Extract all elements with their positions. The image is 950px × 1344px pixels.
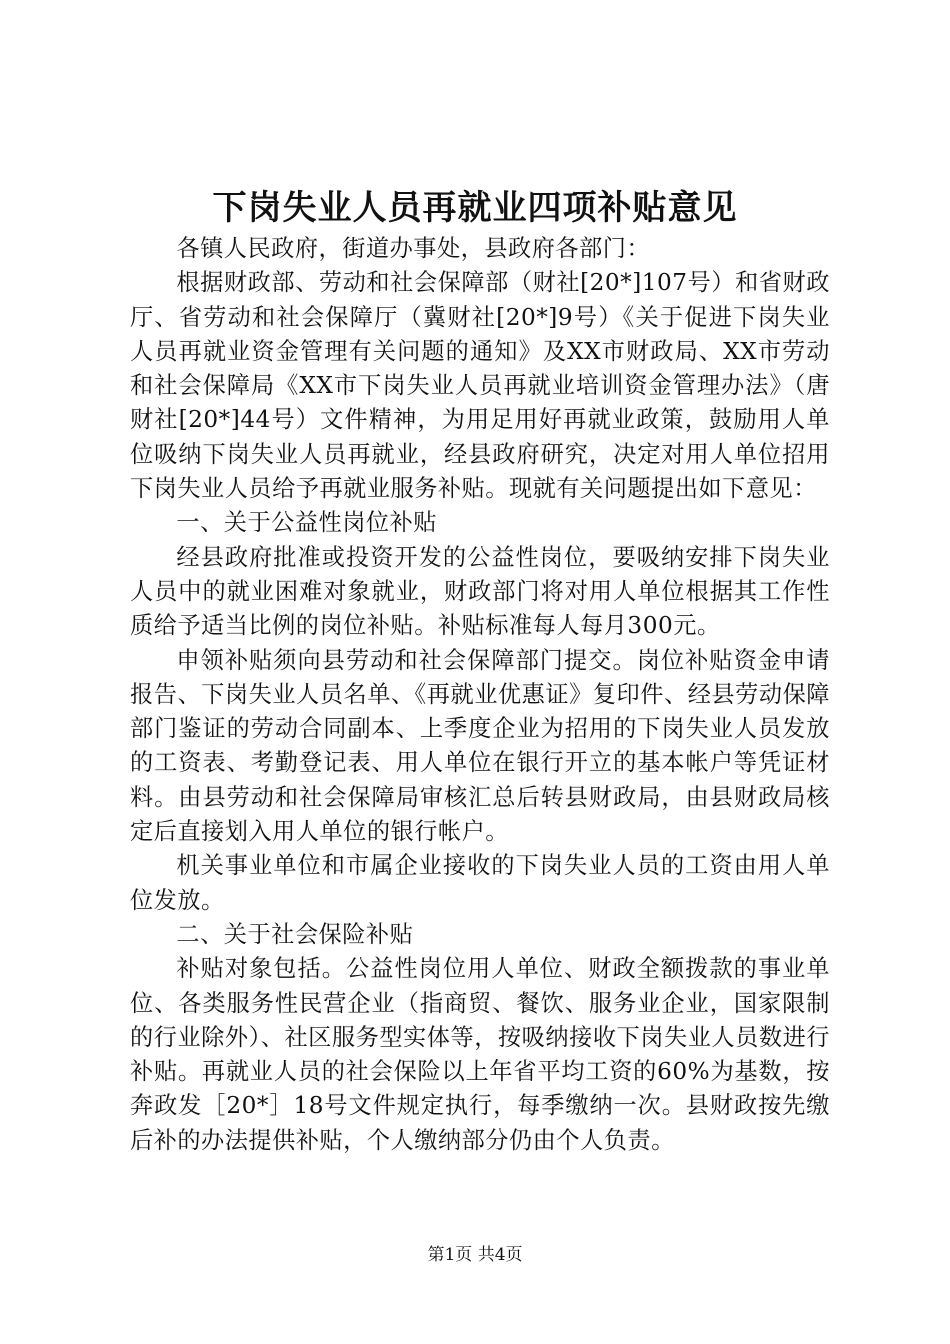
section-1-paragraph-2: 申领补贴须向县劳动和社会保障部门提交。岗位补贴资金申请报告、下岗失业人员名单、《再就业优惠证》复印件、经县劳动保障部门鉴证的劳动合同副本、上季度企业为招用的下岗失业人员发放的工资表、考勤登记表、用人单位在银行开立的基本帐户等凭证材料。由县劳动和社会保障局审核汇总后转县财政局，由县财政局核定后直接划入用人单位的银行帐户。 — [130, 646, 830, 846]
section-2-heading: 二、关于社会保险补贴 — [176, 920, 414, 948]
document-body — [130, 232, 830, 1158]
document-title: 下岗失业人员再就业四项补贴意见 — [212, 188, 738, 228]
section-1-heading: 一、关于公益性岗位补贴 — [176, 509, 437, 537]
page-footer: 第1页 共4页 — [427, 1245, 523, 1265]
section-1-paragraph-3: 机关事业单位和市属企业接收的下岗失业人员的工资由用人单位发放。 — [130, 852, 830, 914]
section-1-paragraph-1: 经县政府批准或投资开发的公益性岗位，要吸纳安排下岗失业人员中的就业困难对象就业，财政部门将对用人单位根据其工作性质给予适当比例的岗位补贴。补贴标准每人每月300元。 — [130, 543, 830, 640]
intro-paragraph: 根据财政部、劳动和社会保障部（财社[20*]107号）和省财政厅、省劳动和社会保障厅（冀财社[20*]9号）《关于促进下岗失业人员再就业资金管理有关问题的通知》及XX市财政局、XX市劳动和社会保障局《XX市下岗失业人员再就业培训资金管理办法》（唐财社[20*]44号）文件精神，为用足用好再就业政策，鼓励用人单位吸纳下岗失业人员再就业，经县政府研究，决定对用人单位招用下岗失业人员给予再就业服务补贴。现就有关问题提出如下意见： — [130, 269, 830, 503]
section-2-paragraph-1: 补贴对象包括。公益性岗位用人单位、财政全额拨款的事业单位、各类服务性民营企业（指商贸、餐饮、服务业企业，国家限制的行业除外）、社区服务型实体等，按吸纳接收下岗失业人员数进行补贴。再就业人员的社会保险以上年省平均工资的60%为基数，按奔政发［20*］18号文件规定执行，每季缴纳一次。县财政按先缴后补的办法提供补贴，个人缴纳部分仍由个人负责。 — [130, 955, 830, 1154]
salutation-paragraph: 各镇人民政府，街道办事处，县政府各部门： — [176, 235, 651, 262]
